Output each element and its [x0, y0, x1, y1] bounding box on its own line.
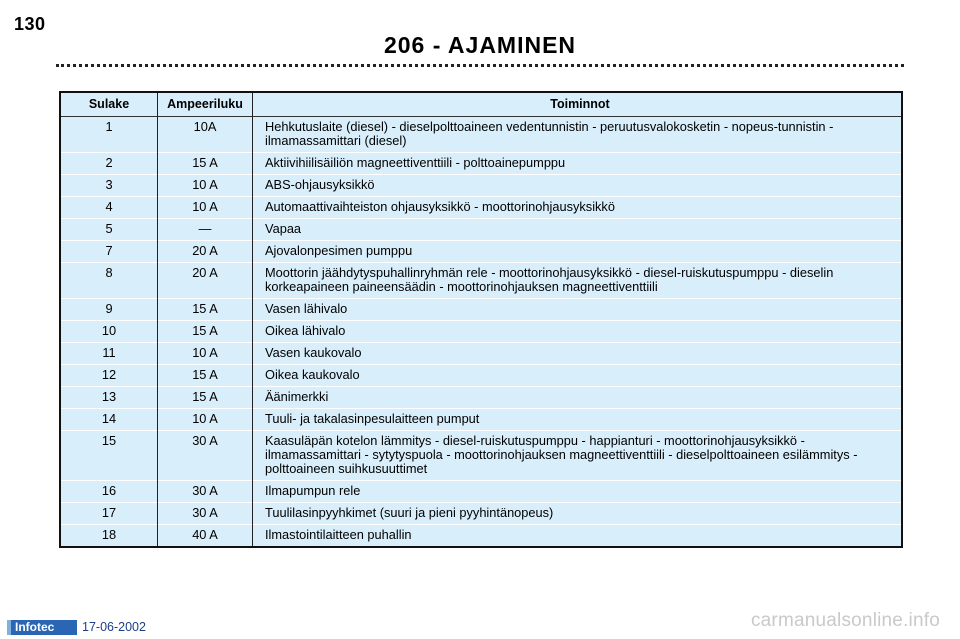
fuse-amperage: 10 A: [158, 175, 253, 197]
fuse-functions: Ajovalonpesimen pumppu: [265, 243, 413, 258]
fuse-functions: Äänimerkki: [265, 389, 329, 404]
table-row: [60, 365, 902, 387]
fuse-amperage: 15 A: [158, 299, 253, 321]
table-row: [60, 431, 902, 481]
header-fuse: Sulake: [60, 92, 158, 117]
table-row: [60, 503, 902, 525]
fuse-functions: Automaattivaihteiston ohjausyksikkö - moottorinohjausyksikkö: [265, 199, 615, 214]
table-row: [60, 263, 902, 299]
fuse-functions: Vasen kaukovalo: [265, 345, 362, 360]
fuse-amperage: 10A: [158, 117, 253, 153]
fuse-amperage: 30 A: [158, 481, 253, 503]
fuse-functions: Hehkutuslaite (diesel) - dieselpolttoaineen vedentunnistin - peruutusvalokosketin - nopeus-tunnistin - ilmamassamittari (diesel): [265, 119, 834, 148]
page-title: 206 - AJAMINEN: [383, 32, 577, 58]
fuse-functions: Vapaa: [265, 221, 302, 236]
fuse-functions: Oikea lähivalo: [265, 323, 346, 338]
fuse-amperage: 30 A: [158, 431, 253, 481]
fuse-table-body: [60, 117, 902, 548]
fuse-amperage: 20 A: [158, 263, 253, 299]
fuse-number: 3: [60, 175, 158, 197]
fuse-number: 17: [60, 503, 158, 525]
fuse-functions: Kaasuläpän kotelon lämmitys - diesel-ruiskutuspumppu - happianturi - moottorinohjausyksikkö - ilmamassamittari - sytytyspuola - moottorinohjauksen magneettiventtiili - dieselpolttoaineen esilämmitys - polttoaineen suihkusuuttimet: [265, 433, 858, 476]
infotec-logo: Infotec: [7, 620, 77, 635]
fuse-number: 15: [60, 431, 158, 481]
table-row: [60, 299, 902, 321]
header-amperage: Ampeeriluku: [158, 92, 253, 117]
fuse-functions: Tuulilasinpyyhkimet (suuri ja pieni pyyhintänopeus): [265, 505, 554, 520]
fuse-amperage: 15 A: [158, 153, 253, 175]
table-header-row: [60, 92, 902, 117]
fuse-functions: Oikea kaukovalo: [265, 367, 360, 382]
table-row: [60, 117, 902, 153]
fuse-number: 8: [60, 263, 158, 299]
fuse-number: 5: [60, 219, 158, 241]
fuse-number: 2: [60, 153, 158, 175]
table-row: [60, 219, 902, 241]
watermark: carmanualsonline.info: [750, 610, 940, 631]
fuse-table: [59, 91, 903, 548]
table-row: [60, 153, 902, 175]
fuse-functions: Moottorin jäähdytyspuhallinryhmän rele - moottorinohjausyksikkö - diesel-ruiskutuspumppu - dieselin korkeapaineen paineensäädin - moottorinohjauksen magneettiventtiili: [265, 265, 834, 294]
fuse-functions: Tuuli- ja takalasinpesulaitteen pumput: [265, 411, 480, 426]
fuse-amperage: 15 A: [158, 321, 253, 343]
fuse-amperage: 15 A: [158, 365, 253, 387]
fuse-number: 11: [60, 343, 158, 365]
fuse-number: 9: [60, 299, 158, 321]
fuse-functions: ABS-ohjausyksikkö: [265, 177, 375, 192]
fuse-functions: Ilmapumpun rele: [265, 483, 361, 498]
header-functions: Toiminnot: [550, 97, 610, 111]
footer-date: 17-06-2002: [82, 620, 146, 634]
table-row: [60, 387, 902, 409]
fuse-number: 10: [60, 321, 158, 343]
fuse-number: 16: [60, 481, 158, 503]
fuse-amperage: 10 A: [158, 343, 253, 365]
table-row: [60, 343, 902, 365]
table-row: [60, 481, 902, 503]
fuse-amperage: 10 A: [158, 409, 253, 431]
fuse-number: 18: [60, 525, 158, 548]
fuse-amperage: 40 A: [158, 525, 253, 548]
table-row: [60, 241, 902, 263]
fuse-amperage: 20 A: [158, 241, 253, 263]
fuse-number: 12: [60, 365, 158, 387]
table-row: [60, 409, 902, 431]
fuse-functions: Ilmastointilaitteen puhallin: [265, 527, 412, 542]
fuse-number: 13: [60, 387, 158, 409]
fuse-functions: Vasen lähivalo: [265, 301, 348, 316]
table-row: [60, 175, 902, 197]
fuse-amperage: —: [158, 219, 253, 241]
fuse-number: 4: [60, 197, 158, 219]
fuse-number: 1: [60, 117, 158, 153]
title-divider: [56, 64, 904, 67]
fuse-number: 14: [60, 409, 158, 431]
table-row: [60, 197, 902, 219]
table-row: [60, 321, 902, 343]
fuse-amperage: 15 A: [158, 387, 253, 409]
page-number: 130: [14, 14, 46, 34]
fuse-amperage: 30 A: [158, 503, 253, 525]
fuse-functions: Aktiivihiilisäiliön magneettiventtiili - polttoainepumppu: [265, 155, 566, 170]
table-row: [60, 525, 902, 548]
fuse-number: 7: [60, 241, 158, 263]
fuse-amperage: 10 A: [158, 197, 253, 219]
